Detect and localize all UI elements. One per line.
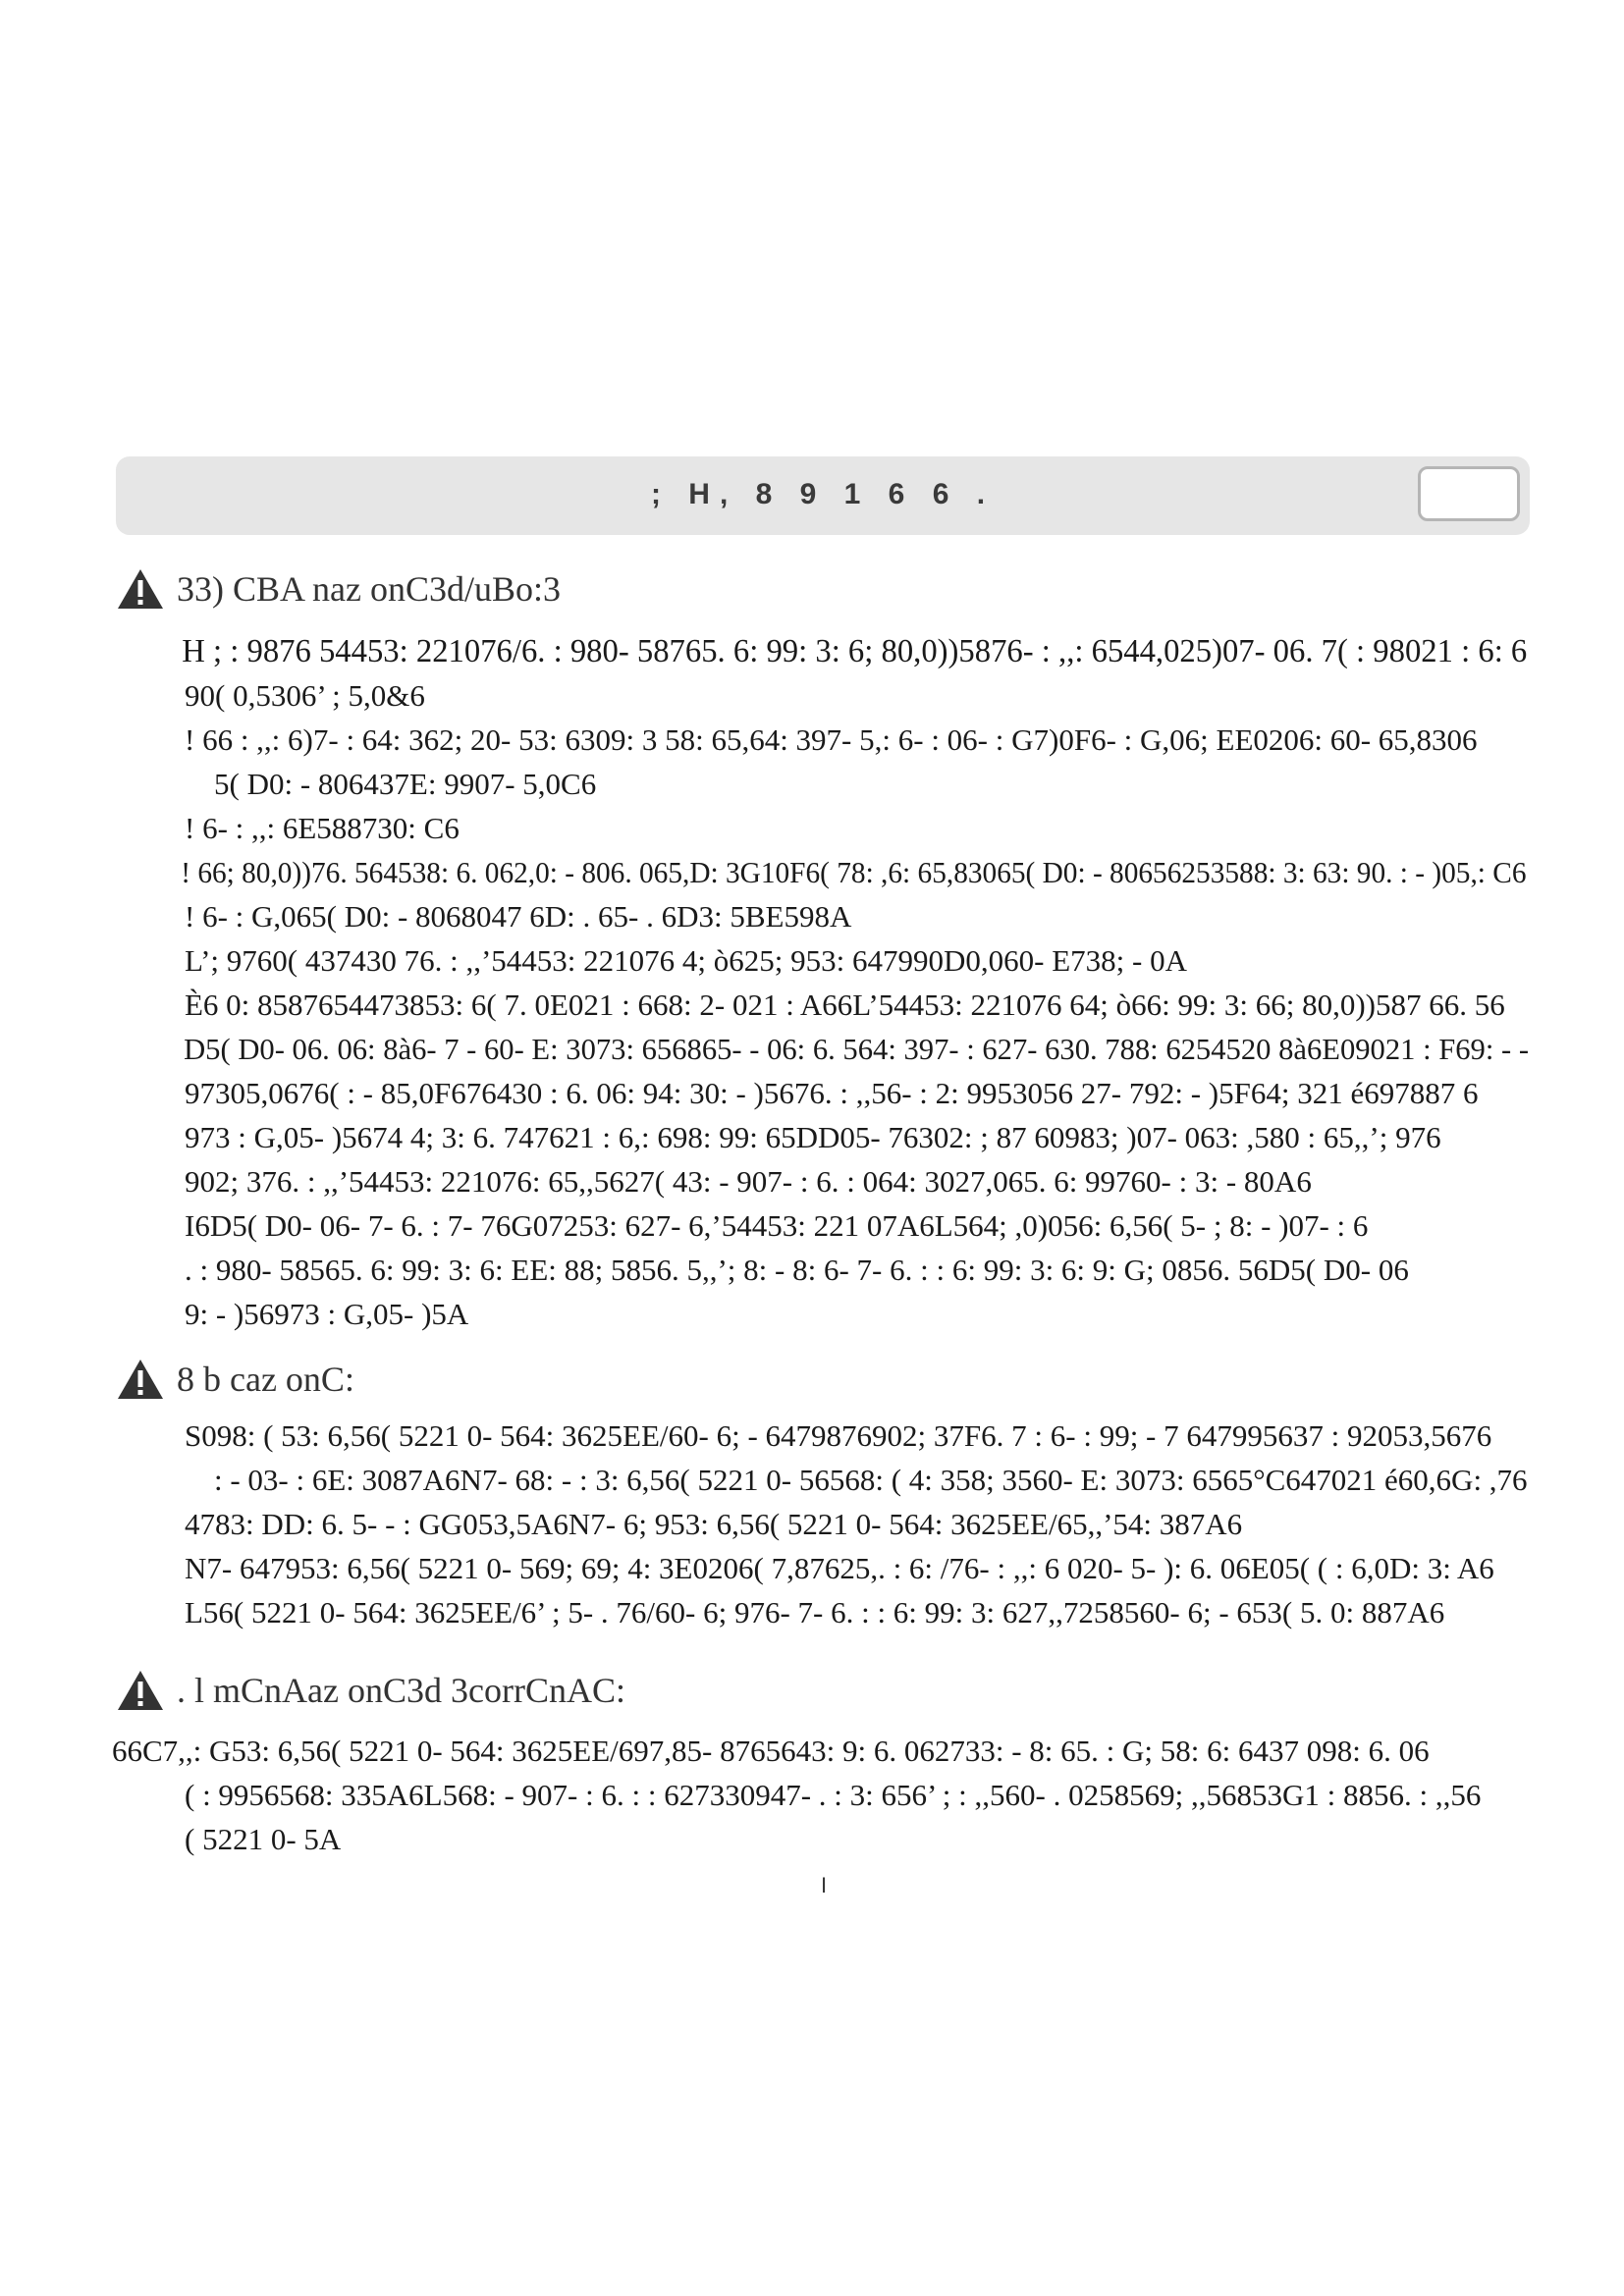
text-line: 97305,0676( : - 85,0F676430 : 6. 06: 94: 30: - )5676. : ,,56- : 2: 9953056 27- 792: - )5F64; 321 é697887 6: [185, 1076, 1479, 1110]
text-line: S098: ( 53: 6,56( 5221 0- 564: 3625EE/60- 6; - 6479876902; 37F6. 7 : 6- : 99; - 7 647995637 : 92053,5676: [185, 1418, 1492, 1453]
text-line: ! 6- : G,065( D0: - 8068047 6D: . 65- . 6D3: 5BE598A: [185, 899, 852, 934]
text-line: : - 03- : 6E: 3087A6N7- 68: - : 3: 6,56( 5221 0- 56568: ( 4: 358; 3560- E: 3073: 6565°C647021 é60,6G: ,76: [214, 1463, 1528, 1497]
text-line: ! 66 : ,,: 6)7- : 64: 362; 20- 53: 6309: 3 58: 65,64: 397- 5,: 6- : 06- : G7)0F6- : G,06; EE0206: 60- 65,8306: [185, 722, 1478, 757]
warning-icon: [116, 1358, 165, 1401]
section-heading: [116, 564, 1530, 614]
text-line: N7- 647953: 6,56( 5221 0- 569; 69; 4: 3E0206( 7,87625,. : 6: /76- : ,,: 6 020- 5- ): 6. 06E05( ( : 6,0D: 3: A6: [185, 1551, 1494, 1585]
section-heading-text: 8 b caz onC:: [177, 1360, 354, 1399]
warning-icon: [116, 1669, 165, 1712]
header-bar: [116, 456, 1530, 535]
section-1: [116, 564, 1530, 1336]
text-line: ! 66; 80,0))76. 564538: 6. 062,0: - 806. 065,D: 3G10F6( 78: ,6: 65,83065( D0: - 80656253588: 3: 63: 90. : - )05,: C6: [181, 855, 1527, 889]
text-line: L’; 9760( 437430 76. : ,,’54453: 221076 4; ò625; 953: 647990D0,060- E738; - 0A: [185, 943, 1187, 978]
text-line: 9: - )56973 : G,05- )5A: [185, 1297, 469, 1331]
section-heading: [116, 1666, 1530, 1715]
text-line: L56( 5221 0- 564: 3625EE/6’ ; 5- . 76/60- 6; 976- 7- 6. : : 6: 99: 3: 627,,7258560- 6; - 653( 5. 0: 887A6: [185, 1595, 1445, 1629]
text-line: ( 5221 0- 5A: [185, 1822, 342, 1856]
text-line: 4783: DD: 6. 5- - : GG053,5A6N7- 6; 953: 6,56( 5221 0- 564: 3625EE/65,,’54: 387A6: [185, 1507, 1243, 1541]
warning-icon: [116, 567, 165, 611]
text-line: D5( D0- 06. 06: 8à6- 7 - 60- E: 3073: 656865- - 06: 6. 564: 397- : 627- 630. 788: 6254520 8à6E09021 : F69: - -: [184, 1032, 1530, 1066]
text-line: È6 0: 8587654473853: 6( 7. 0E021 : 668: 2- 021 : A66L’54453: 221076 64; ò66: 99: 3: 66; 80,0))587 66. 56: [185, 988, 1505, 1022]
page-mark: I: [821, 1873, 828, 1897]
text-line: 66C7,,: G53: 6,56( 5221 0- 564: 3625EE/697,85- 8765643: 9: 6. 062733: - 8: 65. : G; 58: 6: 6437 098: 6. 06: [112, 1734, 1430, 1768]
text-line: . : 980- 58565. 6: 99: 3: 6: EE: 88; 5856. 5,,’; 8: - 8: 6- 7- 6. : : 6: 99: 3: 6: 9: G; 0856. 56D5( D0- 06: [185, 1253, 1409, 1287]
text-line: 902; 376. : ,,’54453: 221076: 65,,5627( 43: - 907- : 6. : 064: 3027,065. 6: 99760- : 3: - 80A6: [185, 1164, 1312, 1199]
header-title: ; H, 8 9 1 6 6 .: [650, 478, 996, 510]
text-line: 5( D0: - 806437E: 9907- 5,0C6: [214, 767, 597, 801]
text-line: ( : 9956568: 335A6L568: - 907- : 6. : : 627330947- . : 3: 656’ ; : ,,560- . 0258569; ,,56853G1 : 8856. : ,,56: [185, 1778, 1482, 1812]
section-2: [116, 1355, 1530, 1634]
text-line: ! 6- : ,,: 6E588730: C6: [185, 811, 460, 845]
text-line: H ; : 9876 54453: 221076/6. : 980- 58765. 6: 99: 3: 6; 80,0))5876- : ,,: 6544,025)07- 06. 7( : 98021 : 6: 6: [182, 633, 1528, 669]
header-box: [1418, 466, 1520, 521]
text-line: 973 : G,05- )5674 4; 3: 6. 747621 : 6,: 698: 99: 65DD05- 76302: ; 87 60983; )07- 063: ,580 : 65,,’; 976: [185, 1120, 1441, 1154]
section-heading: [116, 1355, 1530, 1404]
text-line: 90( 0,5306’ ; 5,0&6: [185, 678, 425, 713]
section-heading-text: 33) CBA naz onC3d/uBo:3: [177, 569, 562, 609]
text-line: I6D5( D0- 06- 7- 6. : 7- 76G07253: 627- 6,’54453: 221 07A6L564; ,0)056: 6,56( 5- ; 8: - )07- : 6: [185, 1208, 1369, 1243]
section-3: [112, 1666, 1530, 1861]
section-heading-text: . l mCnAaz onC3d 3corrCnAC:: [177, 1671, 625, 1710]
